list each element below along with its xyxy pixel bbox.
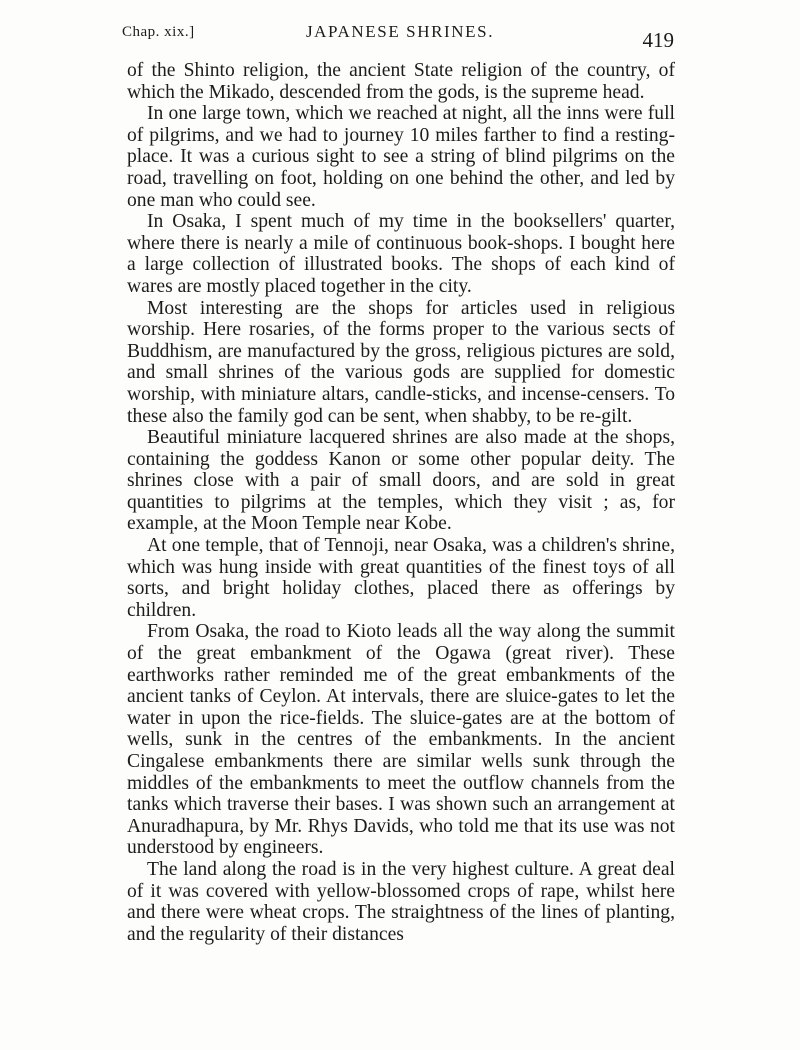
body-text (127, 60, 675, 945)
running-head (120, 18, 680, 52)
paragraph-continued: of the Shinto religion, the ancient State religion of the country, of which the Mikado, descended from the gods, is the supreme head. (127, 60, 675, 103)
paragraph-road-to-kioto: From Osaka, the road to Kioto leads all the way along the summit of the great embankment of the Ogawa (great river). These earthworks rather reminded me of the great embankments of the ancient tanks of Ceylon. At intervals, there are sluice-gates to let the water in upon the rice-fields. The sluice-gates are at the bottom of wells, sunk in the centres of the embankments. In the ancient Cingalese embankments there are similar wells sunk through the middles of the embankments to meet the outflow channels from the tanks which traverse their bases. I was shown such an arrangement at Anuradhapura, by Mr. Rhys Davids, who told me that its use was not understood by engineers. (127, 621, 675, 859)
chapter-label: Chap. xix.] (122, 24, 195, 40)
paragraph-lacquered-shrines: Beautiful miniature lacquered shrines are also made at the shops, containing the goddess Kanon or some other popular deity. The shrines close with a pair of small doors, and are sold in great quantities to pilgrims at the temples, which they visit ; as, for example, at the Moon Temple near Kobe. (127, 427, 675, 535)
page-number: 419 (642, 28, 674, 52)
paragraph-tennoji-temple: At one temple, that of Tennoji, near Osaka, was a children's shrine, which was hung inside with great quantities of the finest toys of all sorts, and bright holiday clothes, placed there as offerings by children. (127, 535, 675, 621)
paragraph-land-culture: The land along the road is in the very highest culture. A great deal of it was covered with yellow-blossomed crops of rape, whilst here and there were wheat crops. The straightness of the lines of planting, and the regularity of their distances (127, 858, 675, 945)
paragraph-osaka-booksellers: In Osaka, I spent much of my time in the booksellers' quarter, where there is nearly a mile of continuous book-shops. I bought here a large collection of illustrated books. The shops of each kind of wares are mostly placed together in the city. (127, 211, 675, 297)
paragraph-pilgrims: In one large town, which we reached at night, all the inns were full of pilgrims, and we had to journey 10 miles farther to find a resting-place. It was a curious sight to see a string of blind pilgrims on the road, travelling on foot, holding on one behind the other, and led by one man who could see. (127, 103, 675, 211)
page-title: JAPANESE SHRINES. (305, 22, 495, 41)
paragraph-religious-shops: Most interesting are the shops for articles used in religious worship. Here rosaries, of the forms proper to the various sects of Buddhism, are manufactured by the gross, religious pictures are sold, and small shrines of the various gods are supplied for domestic worship, with miniature altars, candle-sticks, and incense-censers. To these also the family god can be sent, when shabby, to be re-gilt. (127, 297, 675, 427)
